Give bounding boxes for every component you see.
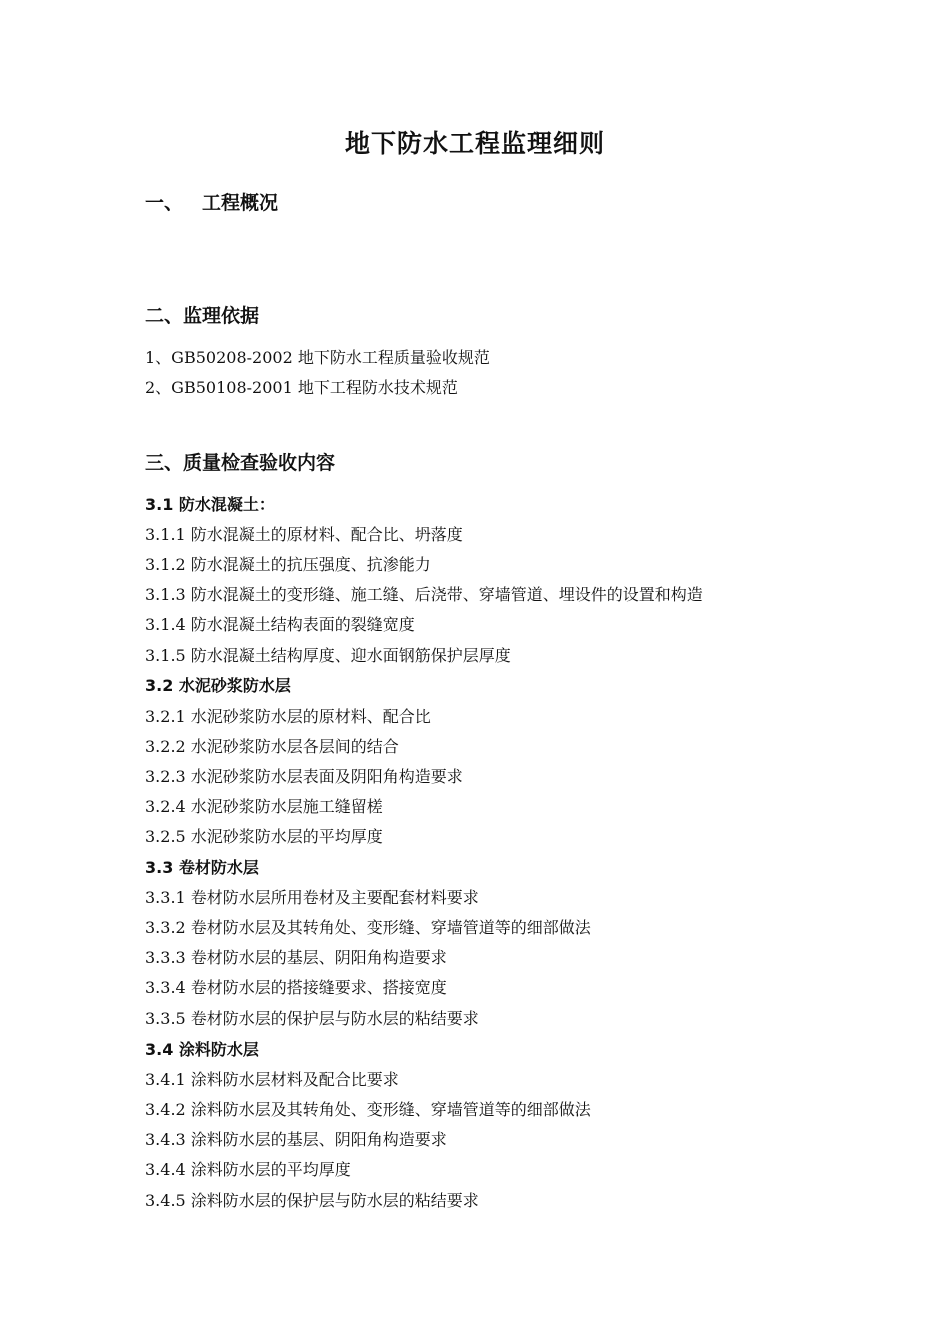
list-item: 3.2.1 水泥砂浆防水层的原材料、配合比 — [145, 707, 431, 726]
list-item: 3.4.5 涂料防水层的保护层与防水层的粘结要求 — [145, 1191, 479, 1210]
section-number: 三、 — [145, 452, 184, 474]
section-heading-overview — [145, 188, 278, 215]
subsection-heading: 3.4 涂料防水层 — [145, 1040, 259, 1059]
list-item: 3.4.2 涂料防水层及其转角处、变形缝、穿墙管道等的细部做法 — [145, 1100, 591, 1119]
list-item: 3.2.5 水泥砂浆防水层的平均厚度 — [145, 827, 383, 846]
list-item: 3.4.1 涂料防水层材料及配合比要求 — [145, 1070, 399, 1089]
section-number: 一、 — [145, 192, 184, 214]
section-label: 质量检查验收内容 — [183, 452, 336, 474]
section-number: 二、 — [145, 305, 184, 327]
list-item: 3.3.4 卷材防水层的搭接缝要求、搭接宽度 — [145, 978, 447, 997]
section-label: 工程概况 — [202, 192, 279, 214]
section-label: 监理依据 — [183, 305, 260, 327]
list-item: 3.1.4 防水混凝土结构表面的裂缝宽度 — [145, 615, 415, 634]
list-item: 3.3.5 卷材防水层的保护层与防水层的粘结要求 — [145, 1009, 479, 1028]
list-item: 3.3.1 卷材防水层所用卷材及主要配套材料要求 — [145, 888, 479, 907]
list-item: 3.1.1 防水混凝土的原材料、配合比、坍落度 — [145, 525, 463, 544]
subsection-heading: 3.1 防水混凝土： — [145, 495, 275, 514]
list-item: 3.2.4 水泥砂浆防水层施工缝留槎 — [145, 797, 383, 816]
basis-item: 1、GB50208-2002 地下防水工程质量验收规范 — [145, 348, 490, 367]
section-heading-inspection — [145, 448, 335, 475]
list-item: 3.4.4 涂料防水层的平均厚度 — [145, 1160, 351, 1179]
document-title: 地下防水工程监理细则 — [344, 129, 605, 158]
list-item: 3.1.2 防水混凝土的抗压强度、抗渗能力 — [145, 555, 431, 574]
list-item: 3.4.3 涂料防水层的基层、阴阳角构造要求 — [145, 1130, 447, 1149]
subsection-heading: 3.2 水泥砂浆防水层 — [145, 676, 291, 695]
list-item: 3.1.3 防水混凝土的变形缝、施工缝、后浇带、穿墙管道、埋设件的设置和构造 — [145, 585, 703, 604]
list-item: 3.1.5 防水混凝土结构厚度、迎水面钢筋保护层厚度 — [145, 646, 511, 665]
section-heading-basis — [145, 301, 259, 328]
subsection-heading: 3.3 卷材防水层 — [145, 858, 259, 877]
basis-item: 2、GB50108-2001 地下工程防水技术规范 — [145, 378, 458, 397]
list-item: 3.3.2 卷材防水层及其转角处、变形缝、穿墙管道等的细部做法 — [145, 918, 591, 937]
list-item: 3.2.2 水泥砂浆防水层各层间的结合 — [145, 737, 399, 756]
list-item: 3.3.3 卷材防水层的基层、阴阳角构造要求 — [145, 948, 447, 967]
list-item: 3.2.3 水泥砂浆防水层表面及阴阳角构造要求 — [145, 767, 463, 786]
